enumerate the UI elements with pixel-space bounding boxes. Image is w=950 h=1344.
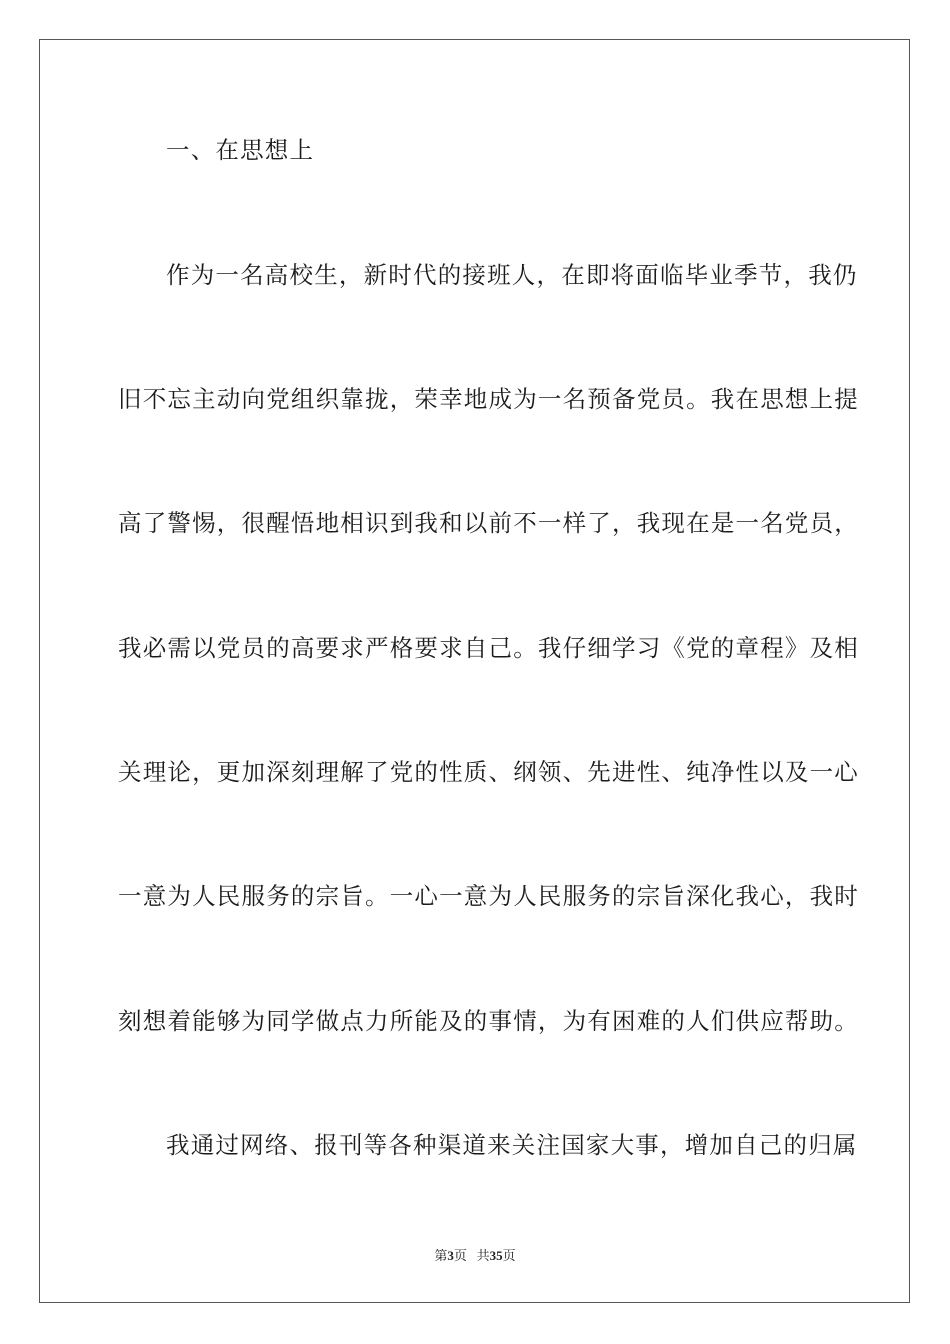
page-number: 3 [447, 1248, 454, 1263]
paragraph-line: 作为一名高校生，新时代的接班人，在即将面临毕业季节，我仍 [166, 261, 858, 289]
paragraph-line: 关理论，更加深刻理解了党的性质、纲领、先进性、纯净性以及一心 [118, 758, 859, 786]
paragraph-line: 旧不忘主动向党组织靠拢，荣幸地成为一名预备党员。我在思想上提 [118, 385, 859, 413]
total-prefix: 共 [476, 1248, 490, 1263]
paragraph-line: 我必需以党员的高要求严格要求自己。我仔细学习《党的章程》及相 [118, 634, 859, 662]
page-prefix: 第 [434, 1248, 448, 1263]
paragraph-line: 我通过网络、报刊等各种渠道来关注国家大事，增加自己的归属 [166, 1131, 858, 1159]
page-border [39, 39, 910, 1303]
page-suffix: 页 [453, 1248, 467, 1263]
total-pages: 35 [489, 1248, 503, 1263]
paragraph-line: 一意为人民服务的宗旨。一心一意为人民服务的宗旨深化我心，我时 [118, 882, 859, 910]
paragraph-line: 高了警惕，很醒悟地相识到我和以前不一样了，我现在是一名党员， [118, 509, 859, 537]
section-heading: 一、在思想上 [166, 136, 315, 164]
total-suffix: 页 [502, 1248, 516, 1263]
paragraph-line: 刻想着能够为同学做点力所能及的事情，为有困难的人们供应帮助。 [118, 1007, 859, 1035]
page-footer [0, 1247, 950, 1265]
